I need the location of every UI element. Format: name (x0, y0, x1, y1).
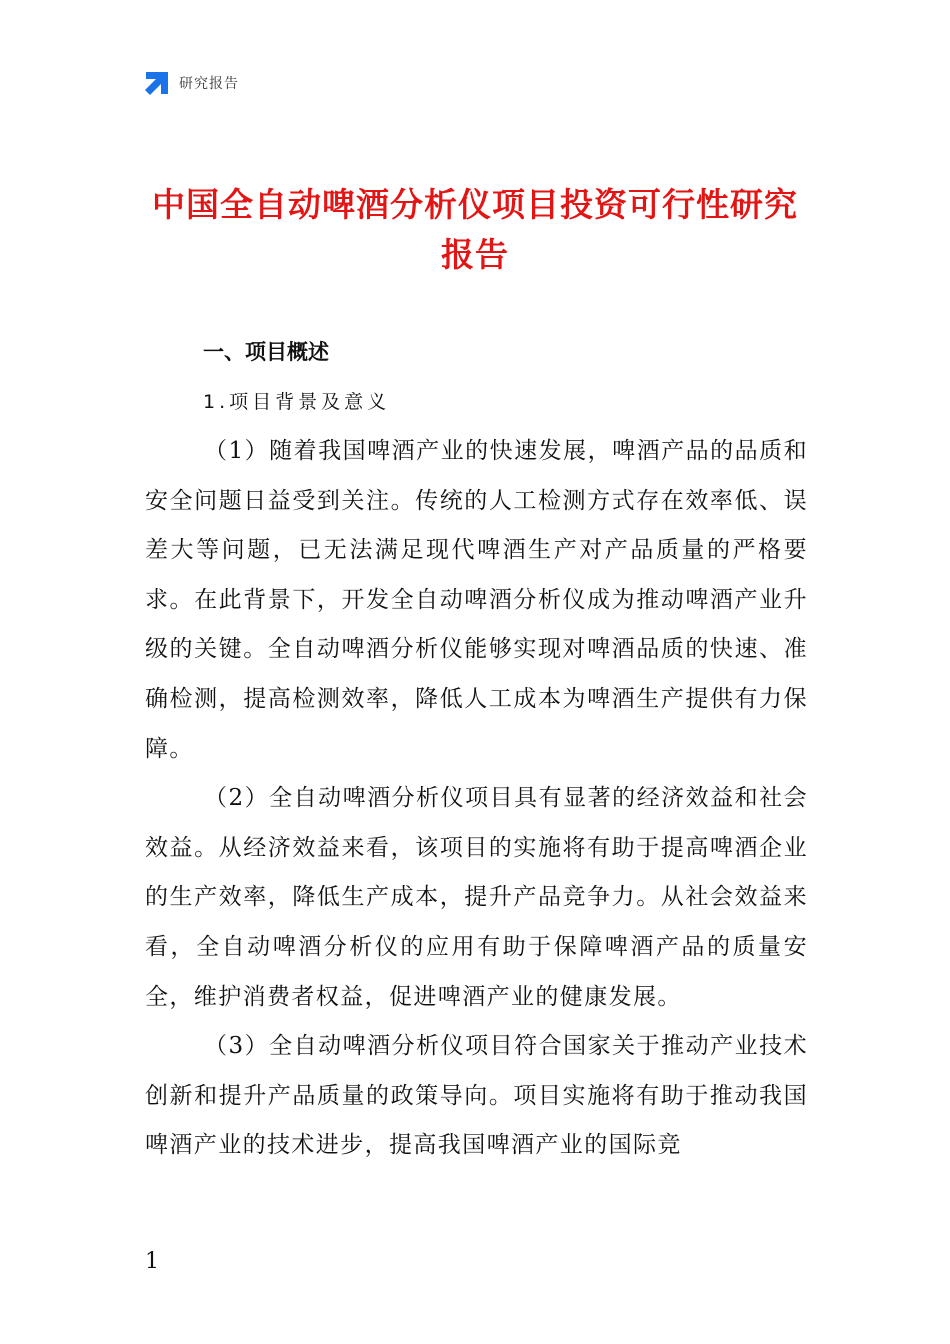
paragraph-3: （3）全自动啤酒分析仪项目符合国家关于推动产业技术创新和提升产品质量的政策导向。项目实施将有助于推动我国啤酒产业的技术进步，提高我国啤酒产业的国际竞 (145, 1033, 808, 1159)
page-number: 1 (145, 1249, 159, 1274)
arrow-up-right-logo-icon (144, 70, 170, 96)
page-header (144, 70, 239, 96)
paragraph-1: （1）随着我国啤酒产业的快速发展，啤酒产品的品质和安全问题日益受到关注。传统的人工检测方式存在效率低、误差大等问题，已无法满足现代啤酒生产对产品质量的严格要求。在此背景下，开发全自动啤酒分析仪成为推动啤酒产业升级的关键。全自动啤酒分析仪能够实现对啤酒品质的快速、准确检测，提高检测效率，降低人工成本为啤酒生产提供有力保障。 (145, 438, 808, 762)
sub-heading: 1.项目背景及意义 (203, 391, 391, 413)
header-label: 研究报告 (179, 76, 239, 92)
paragraph-2: （2）全自动啤酒分析仪项目具有显著的经济效益和社会效益。从经济效益来看，该项目的实施将有助于提高啤酒企业的生产效率，降低生产成本，提升产品竞争力。从社会效益来看，全自动啤酒分析仪的应用有助于保障啤酒产品的质量安全，维护消费者权益，促进啤酒产业的健康发展。 (145, 785, 808, 1010)
document-title: 中国全自动啤酒分析仪项目投资可行性研究报告 (152, 185, 798, 274)
body-text (145, 427, 808, 1171)
section-heading: 一、项目概述 (203, 340, 329, 364)
